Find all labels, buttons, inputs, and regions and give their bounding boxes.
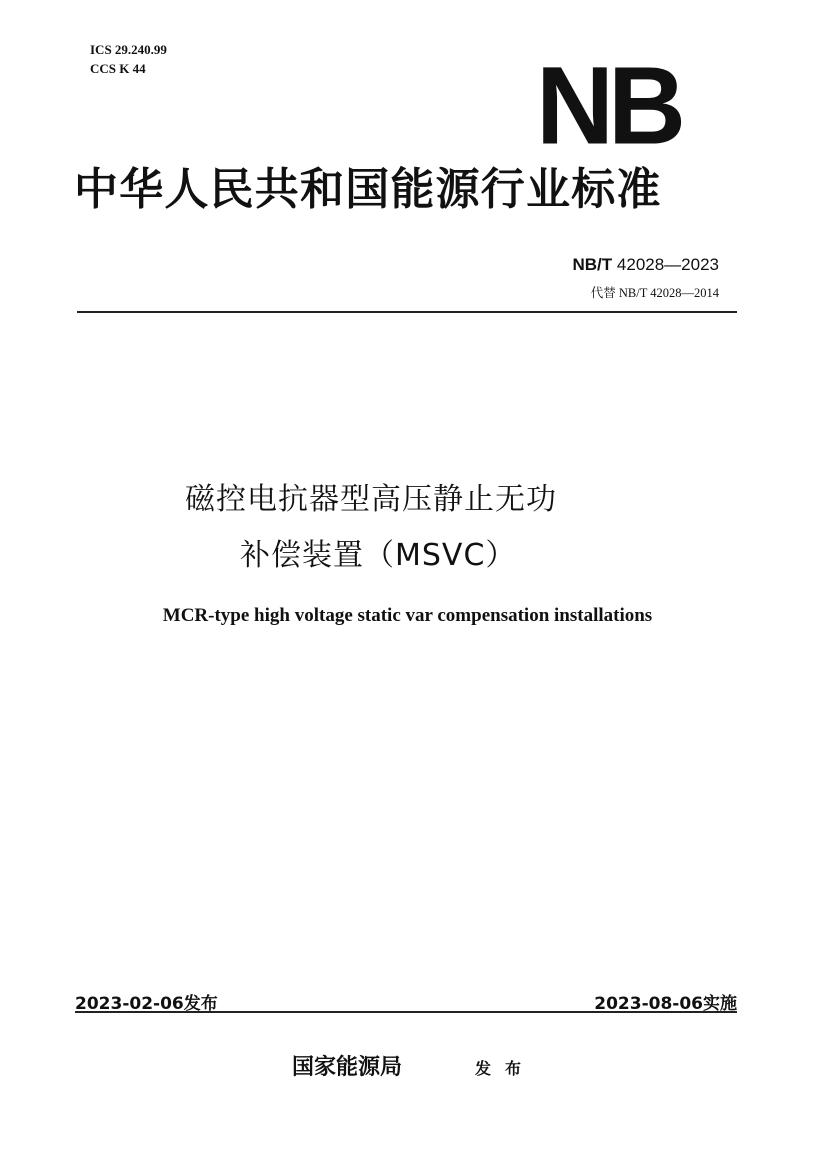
document-title-line1: 磁控电抗器型高压静止无功 bbox=[185, 482, 557, 517]
standard-code: 42028—2023 bbox=[616, 255, 719, 274]
nb-logo: NB bbox=[536, 43, 680, 168]
implementation-date: 2023-08-06实施 bbox=[594, 994, 737, 1014]
header-divider bbox=[77, 311, 737, 313]
standard-number bbox=[573, 255, 720, 275]
english-title: MCR-type high voltage static var compensation installations bbox=[162, 605, 653, 626]
replaces-standard: 代替 NB/T 42028—2014 bbox=[590, 286, 719, 300]
publish-label: 发布 bbox=[475, 1059, 536, 1078]
national-standard-title: 中华人民共和国能源行业标准 bbox=[74, 164, 662, 215]
issuing-authority: 国家能源局 bbox=[292, 1055, 403, 1080]
ics-code: ICS 29.240.99 bbox=[90, 42, 167, 57]
ccs-code: CCS K 44 bbox=[90, 61, 146, 76]
document-title-line2: 补偿装置（MSVC） bbox=[240, 538, 517, 573]
issue-date: 2023-02-06发布 bbox=[75, 994, 218, 1014]
footer-divider bbox=[75, 1011, 737, 1013]
standard-prefix: NB/T bbox=[572, 255, 613, 274]
classification-codes bbox=[90, 40, 167, 78]
